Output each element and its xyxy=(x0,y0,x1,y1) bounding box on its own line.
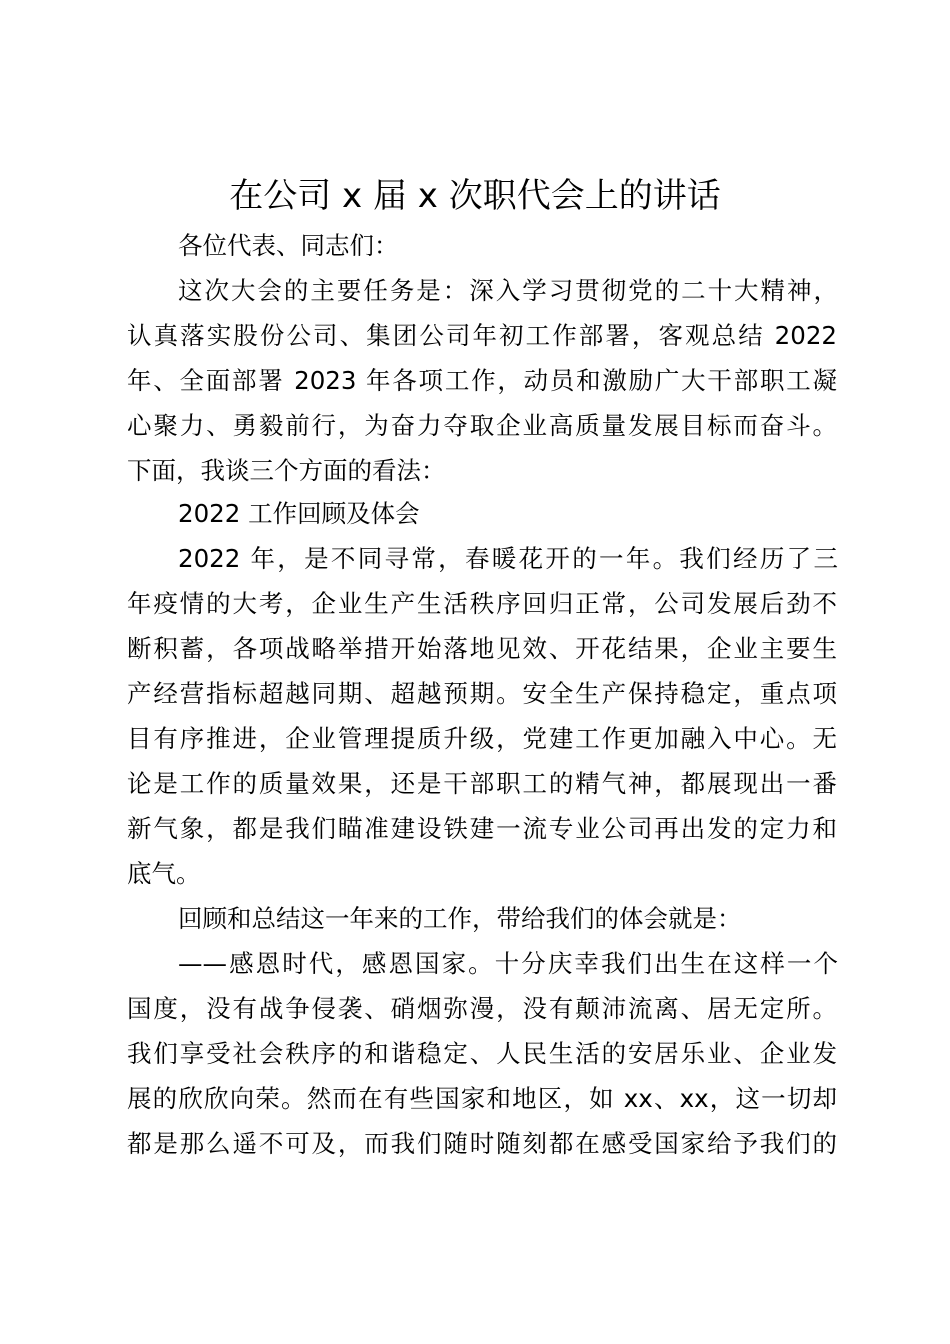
text-line: 我们享受社会秩序的和谐稳定、人民生活的安居乐业、企业发 xyxy=(127,1039,837,1068)
text-line: 2022 年，是不同寻常，春暖花开的一年。我们经历了三 xyxy=(178,544,838,573)
text-line: 各位代表、同志们： xyxy=(178,231,399,260)
text-line: 心聚力、勇毅前行，为奋力夺取企业高质量发展目标而奋斗。 xyxy=(127,411,837,440)
text-line: 年疫情的大考，企业生产生活秩序回归正常，公司发展后劲不 xyxy=(127,589,837,618)
text-line: 断积蓄，各项战略举措开始落地见效、开花结果，企业主要生 xyxy=(127,634,837,663)
text-line: 这次大会的主要任务是：深入学习贯彻党的二十大精神， xyxy=(178,276,838,305)
document-title: 在公司 x 届 x 次职代会上的讲话 xyxy=(229,176,721,216)
text-line: 底气。 xyxy=(127,859,201,888)
text-line: 新气象，都是我们瞄准建设铁建一流专业公司再出发的定力和 xyxy=(127,814,837,843)
text-line: 都是那么遥不可及，而我们随时随刻都在感受国家给予我们的 xyxy=(127,1129,837,1158)
text-line: 展的欣欣向荣。然而在有些国家和地区，如 xx、xx，这一切却 xyxy=(127,1084,838,1113)
text-line: 回顾和总结这一年来的工作，带给我们的体会就是： xyxy=(178,904,742,933)
text-line: 目有序推进，企业管理提质升级，党建工作更加融入中心。无 xyxy=(127,724,837,753)
text-line: 年、全面部署 2023 年各项工作，动员和激励广大干部职工凝 xyxy=(127,366,837,395)
text-line: 下面，我谈三个方面的看法： xyxy=(127,456,446,485)
text-line: ——感恩时代，感恩国家。十分庆幸我们出生在这样一个 xyxy=(178,949,838,978)
text-line: 产经营指标超越同期、超越预期。安全生产保持稳定，重点项 xyxy=(127,679,837,708)
text-line: 认真落实股份公司、集团公司年初工作部署，客观总结 2022 xyxy=(127,321,837,350)
section-heading: 2022 工作回顾及体会 xyxy=(178,499,420,528)
text-line: 国度，没有战争侵袭、硝烟弥漫，没有颠沛流离、居无定所。 xyxy=(127,994,837,1023)
text-line: 论是工作的质量效果，还是干部职工的精气神，都展现出一番 xyxy=(127,769,837,798)
